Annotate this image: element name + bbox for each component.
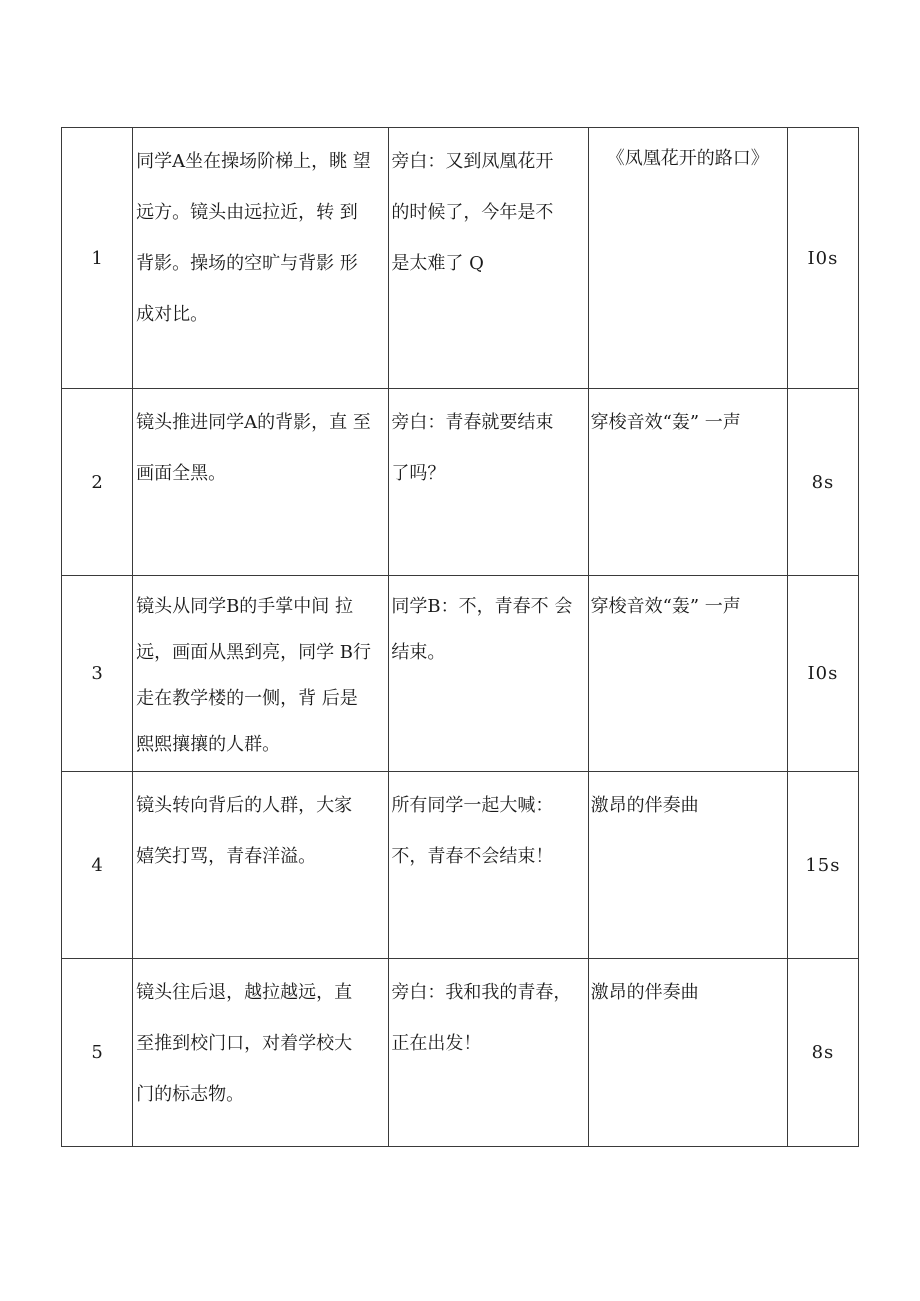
storyboard-table bbox=[61, 127, 859, 1147]
shot-number: 2 bbox=[62, 389, 133, 576]
sound-effect bbox=[588, 772, 787, 959]
sound-effect-text: 《凤凰花开的路口》 bbox=[606, 148, 769, 169]
shot-number: 1 bbox=[62, 128, 133, 389]
sound-effect-text: 激昂的伴奏曲 bbox=[590, 982, 699, 1003]
shot-description-text: 镜头从同学B的手掌中间 拉 远，画面从黑到亮，同学 B行 走在教学楼的一侧，背 后是 熙熙攘攘的人群。 bbox=[136, 596, 372, 755]
voiceover bbox=[389, 772, 588, 959]
sound-effect bbox=[588, 128, 787, 389]
voiceover bbox=[389, 128, 588, 389]
shot-description bbox=[133, 772, 389, 959]
sound-effect bbox=[588, 959, 787, 1147]
table-row bbox=[62, 576, 859, 772]
voiceover-text: 旁白：又到凤凰花开 的时候了，今年是不 是太难了 Q bbox=[391, 151, 554, 274]
shot-description bbox=[133, 959, 389, 1147]
voiceover-text: 同学B：不，青春不 会 结束。 bbox=[391, 596, 573, 663]
shot-description-text: 镜头推进同学A的背影，直 至 画面全黑。 bbox=[136, 412, 371, 484]
duration: 8s bbox=[787, 959, 858, 1147]
shot-description-text: 镜头往后退，越拉越远，直 至推到校门口，对着学校大 门的标志物。 bbox=[136, 982, 353, 1105]
shot-number: 5 bbox=[62, 959, 133, 1147]
voiceover-text: 所有同学一起大喊： 不，青春不会结束！ bbox=[391, 795, 554, 867]
duration: I0s bbox=[787, 576, 858, 772]
duration: I0s bbox=[787, 128, 858, 389]
voiceover bbox=[389, 576, 588, 772]
table-row bbox=[62, 772, 859, 959]
voiceover bbox=[389, 389, 588, 576]
shot-description bbox=[133, 389, 389, 576]
shot-description-text: 同学A坐在操场阶梯上，眺 望 远方。镜头由远拉近，转 到 背影。操场的空旷与背影 形 成对比。 bbox=[136, 151, 371, 325]
duration: 15s bbox=[787, 772, 858, 959]
shot-description-text: 镜头转向背后的人群，大家 嬉笑打骂，青春洋溢。 bbox=[136, 795, 353, 867]
sound-effect-text: 激昂的伴奏曲 bbox=[590, 795, 699, 816]
voiceover-text: 旁白：青春就要结束 了吗？ bbox=[391, 412, 554, 484]
shot-description bbox=[133, 576, 389, 772]
voiceover-text: 旁白：我和我的青春， 正在出发！ bbox=[391, 982, 572, 1054]
table-row bbox=[62, 128, 859, 389]
shot-number: 3 bbox=[62, 576, 133, 772]
sound-effect-text: 穿梭音效“轰” 一声 bbox=[590, 596, 741, 617]
table-row bbox=[62, 959, 859, 1147]
table-row bbox=[62, 389, 859, 576]
sound-effect bbox=[588, 576, 787, 772]
voiceover bbox=[389, 959, 588, 1147]
shot-description bbox=[133, 128, 389, 389]
sound-effect-text: 穿梭音效“轰” 一声 bbox=[590, 412, 741, 433]
sound-effect bbox=[588, 389, 787, 576]
shot-number: 4 bbox=[62, 772, 133, 959]
duration: 8s bbox=[787, 389, 858, 576]
